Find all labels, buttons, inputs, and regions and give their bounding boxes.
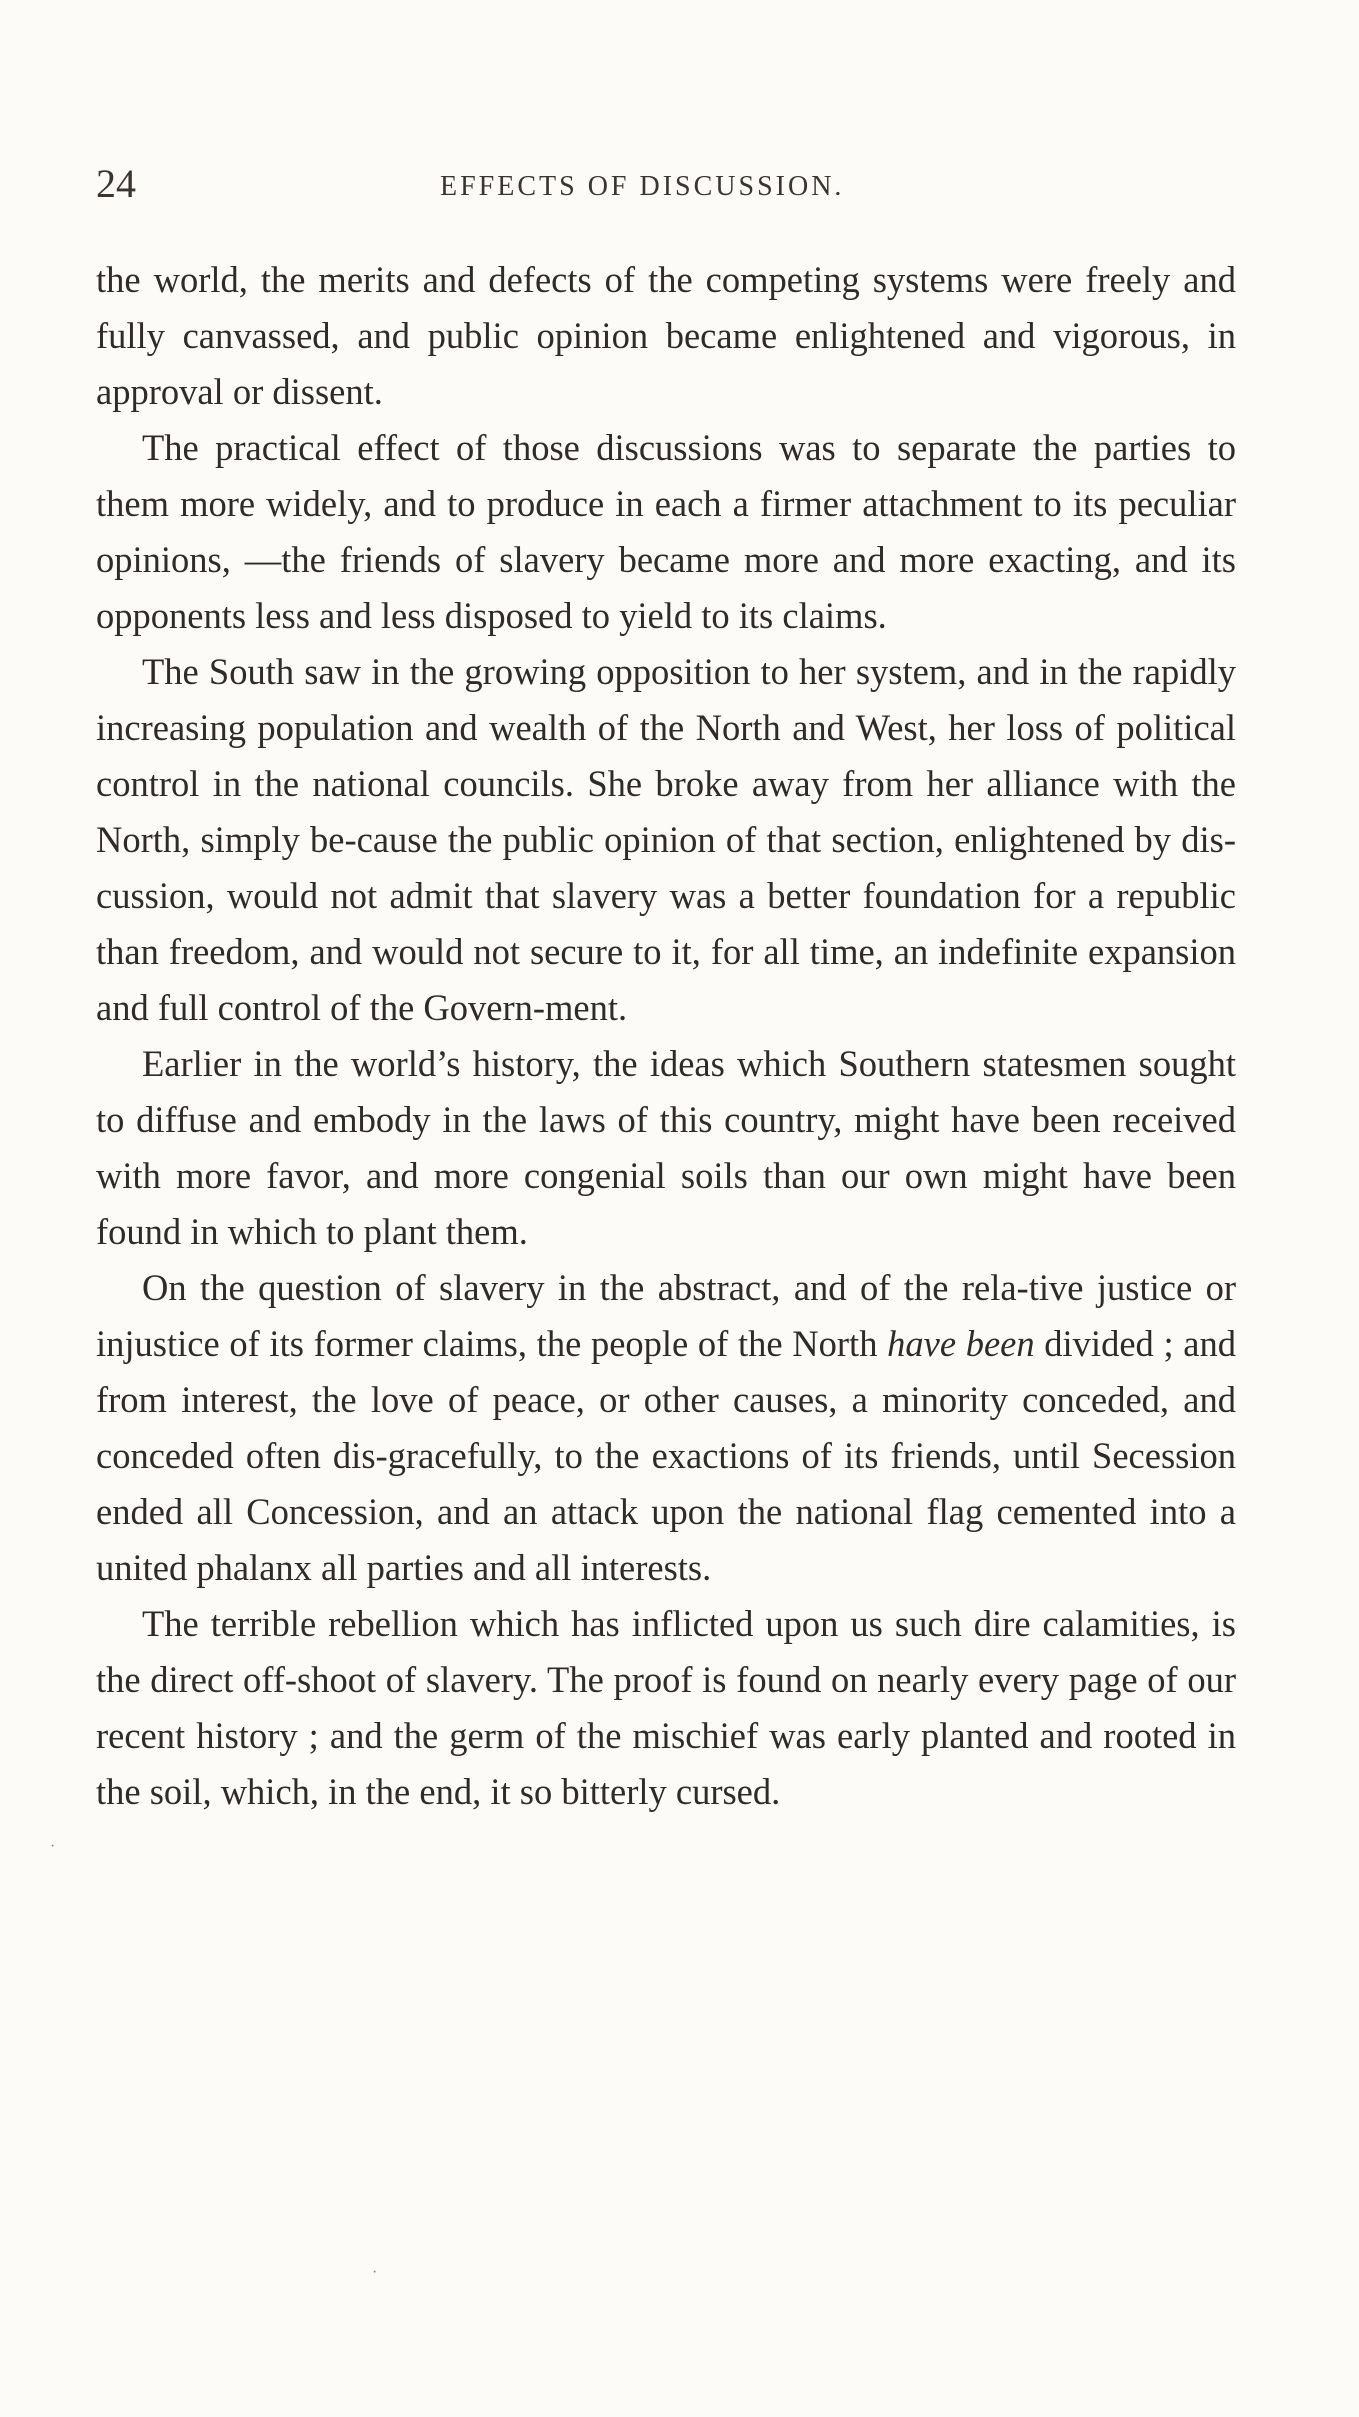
paragraph (96, 1596, 1236, 1820)
page-number: 24 (96, 161, 136, 206)
paragraph-text: divided ; and from interest, the love of peace, or other causes, a minority conceded, and conceded often dis-gracefully, to the exactions of its friends, until Secession ended all Concession, and an attack upon the national flag cemented into a united phalanx all parties and all interests. (96, 1323, 1236, 1588)
paragraph (96, 1260, 1236, 1596)
paragraph-text: Earlier in the world’s history, the ideas which Southern statesmen sought to diffuse and embody in the laws of this country, might have been received with more favor, and more congenial soils than our own might have been found in which to plant them. (96, 1043, 1236, 1252)
print-speck: · (372, 2264, 378, 2281)
paragraph (96, 252, 1236, 420)
paragraph-text: The South saw in the growing opposition to her system, and in the rapidly increasing population and wealth of the North and West, her loss of political control in the national councils. She broke away from her alliance with the North, simply be-cause the public opinion of that section, enlightened by dis-cussion, would not admit that slavery was a better foundation for a republic than freedom, and would not secure to it, for all time, an indefinite expansion and full control of the Govern-ment. (96, 651, 1236, 1028)
paragraph (96, 1036, 1236, 1260)
paragraph-text: The terrible rebellion which has inflicted upon us such dire calamities, is the direct off-shoot of slavery. The proof is found on nearly every page of our recent history ; and the germ of the mischief was early planted and rooted in the soil, which, in the end, it so bitterly cursed. (96, 1603, 1236, 1812)
paragraph-text: The practical effect of those discussions was to separate the parties to them more widely, and to produce in each a firmer attachment to its peculiar opinions, —the friends of slavery became more and more exacting, and its opponents less and less disposed to yield to its claims. (96, 427, 1236, 636)
paragraph-text: On the question of slavery in the abstract, and of the rela-tive justice or injustice of its former claims, the people of the North (96, 1267, 1236, 1364)
italic-emphasis: have been (887, 1323, 1035, 1364)
paragraph-text: the world, the merits and defects of the competing systems were freely and fully canvassed, and public opinion became enlightened and vigorous, in approval or dissent. (96, 259, 1236, 412)
paragraph (96, 644, 1236, 1036)
running-title: EFFECTS OF DISCUSSION. (440, 171, 845, 202)
print-speck: · (50, 1838, 56, 1855)
page-header (96, 160, 1236, 220)
paragraph (96, 420, 1236, 644)
body-text (96, 252, 1236, 1820)
